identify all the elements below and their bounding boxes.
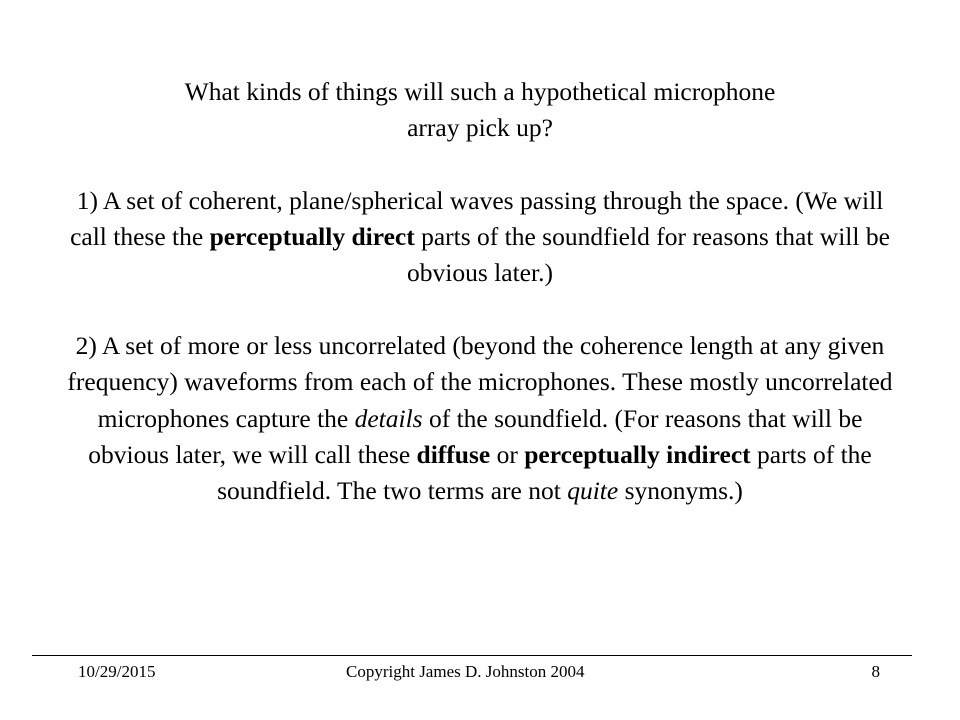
question-line-2: array pick up? — [407, 113, 553, 143]
footer-copyright: Copyright James D. Johnston 2004 — [346, 662, 585, 681]
slide-body — [60, 74, 900, 510]
point-2-text-a: 2) A set of more or less uncorrelated (beyond the coherence length at any given frequency) waveforms from each of the microphones. These mostly uncorrelated microphones capture the — [67, 331, 893, 433]
details-term: details — [354, 403, 423, 433]
point-2-paragraph — [60, 328, 900, 509]
perceptually-direct-term: perceptually direct — [209, 222, 415, 252]
question-paragraph — [60, 74, 900, 147]
diffuse-term: diffuse — [416, 439, 491, 469]
paragraph-spacer — [60, 147, 900, 183]
point-2-text-b: of the soundfield. (For reasons that will be obvious later, we will call these — [88, 403, 863, 469]
question-line-1: What kinds of things will such a hypothetical microphone — [184, 77, 776, 106]
point-2-text-d: parts of the soundfield. The two terms are not — [217, 439, 872, 506]
paragraph-spacer — [60, 292, 900, 328]
footer-date: 10/29/2015 — [78, 662, 156, 681]
footer-divider — [32, 655, 912, 656]
point-1-paragraph — [60, 183, 900, 292]
perceptually-indirect-term: perceptually indirect — [524, 439, 751, 469]
point-1-text-a: 1) A set of coherent, plane/spherical waves passing through the space. (We will call these the — [70, 185, 884, 252]
quite-term: quite — [567, 476, 619, 506]
point-2-text-e: synonyms.) — [618, 476, 743, 506]
footer-page-number: 8 — [871, 662, 880, 681]
point-2-text-c: or — [490, 439, 525, 469]
point-1-text-b: parts of the soundfield for reasons that will be obvious later.) — [407, 222, 890, 288]
